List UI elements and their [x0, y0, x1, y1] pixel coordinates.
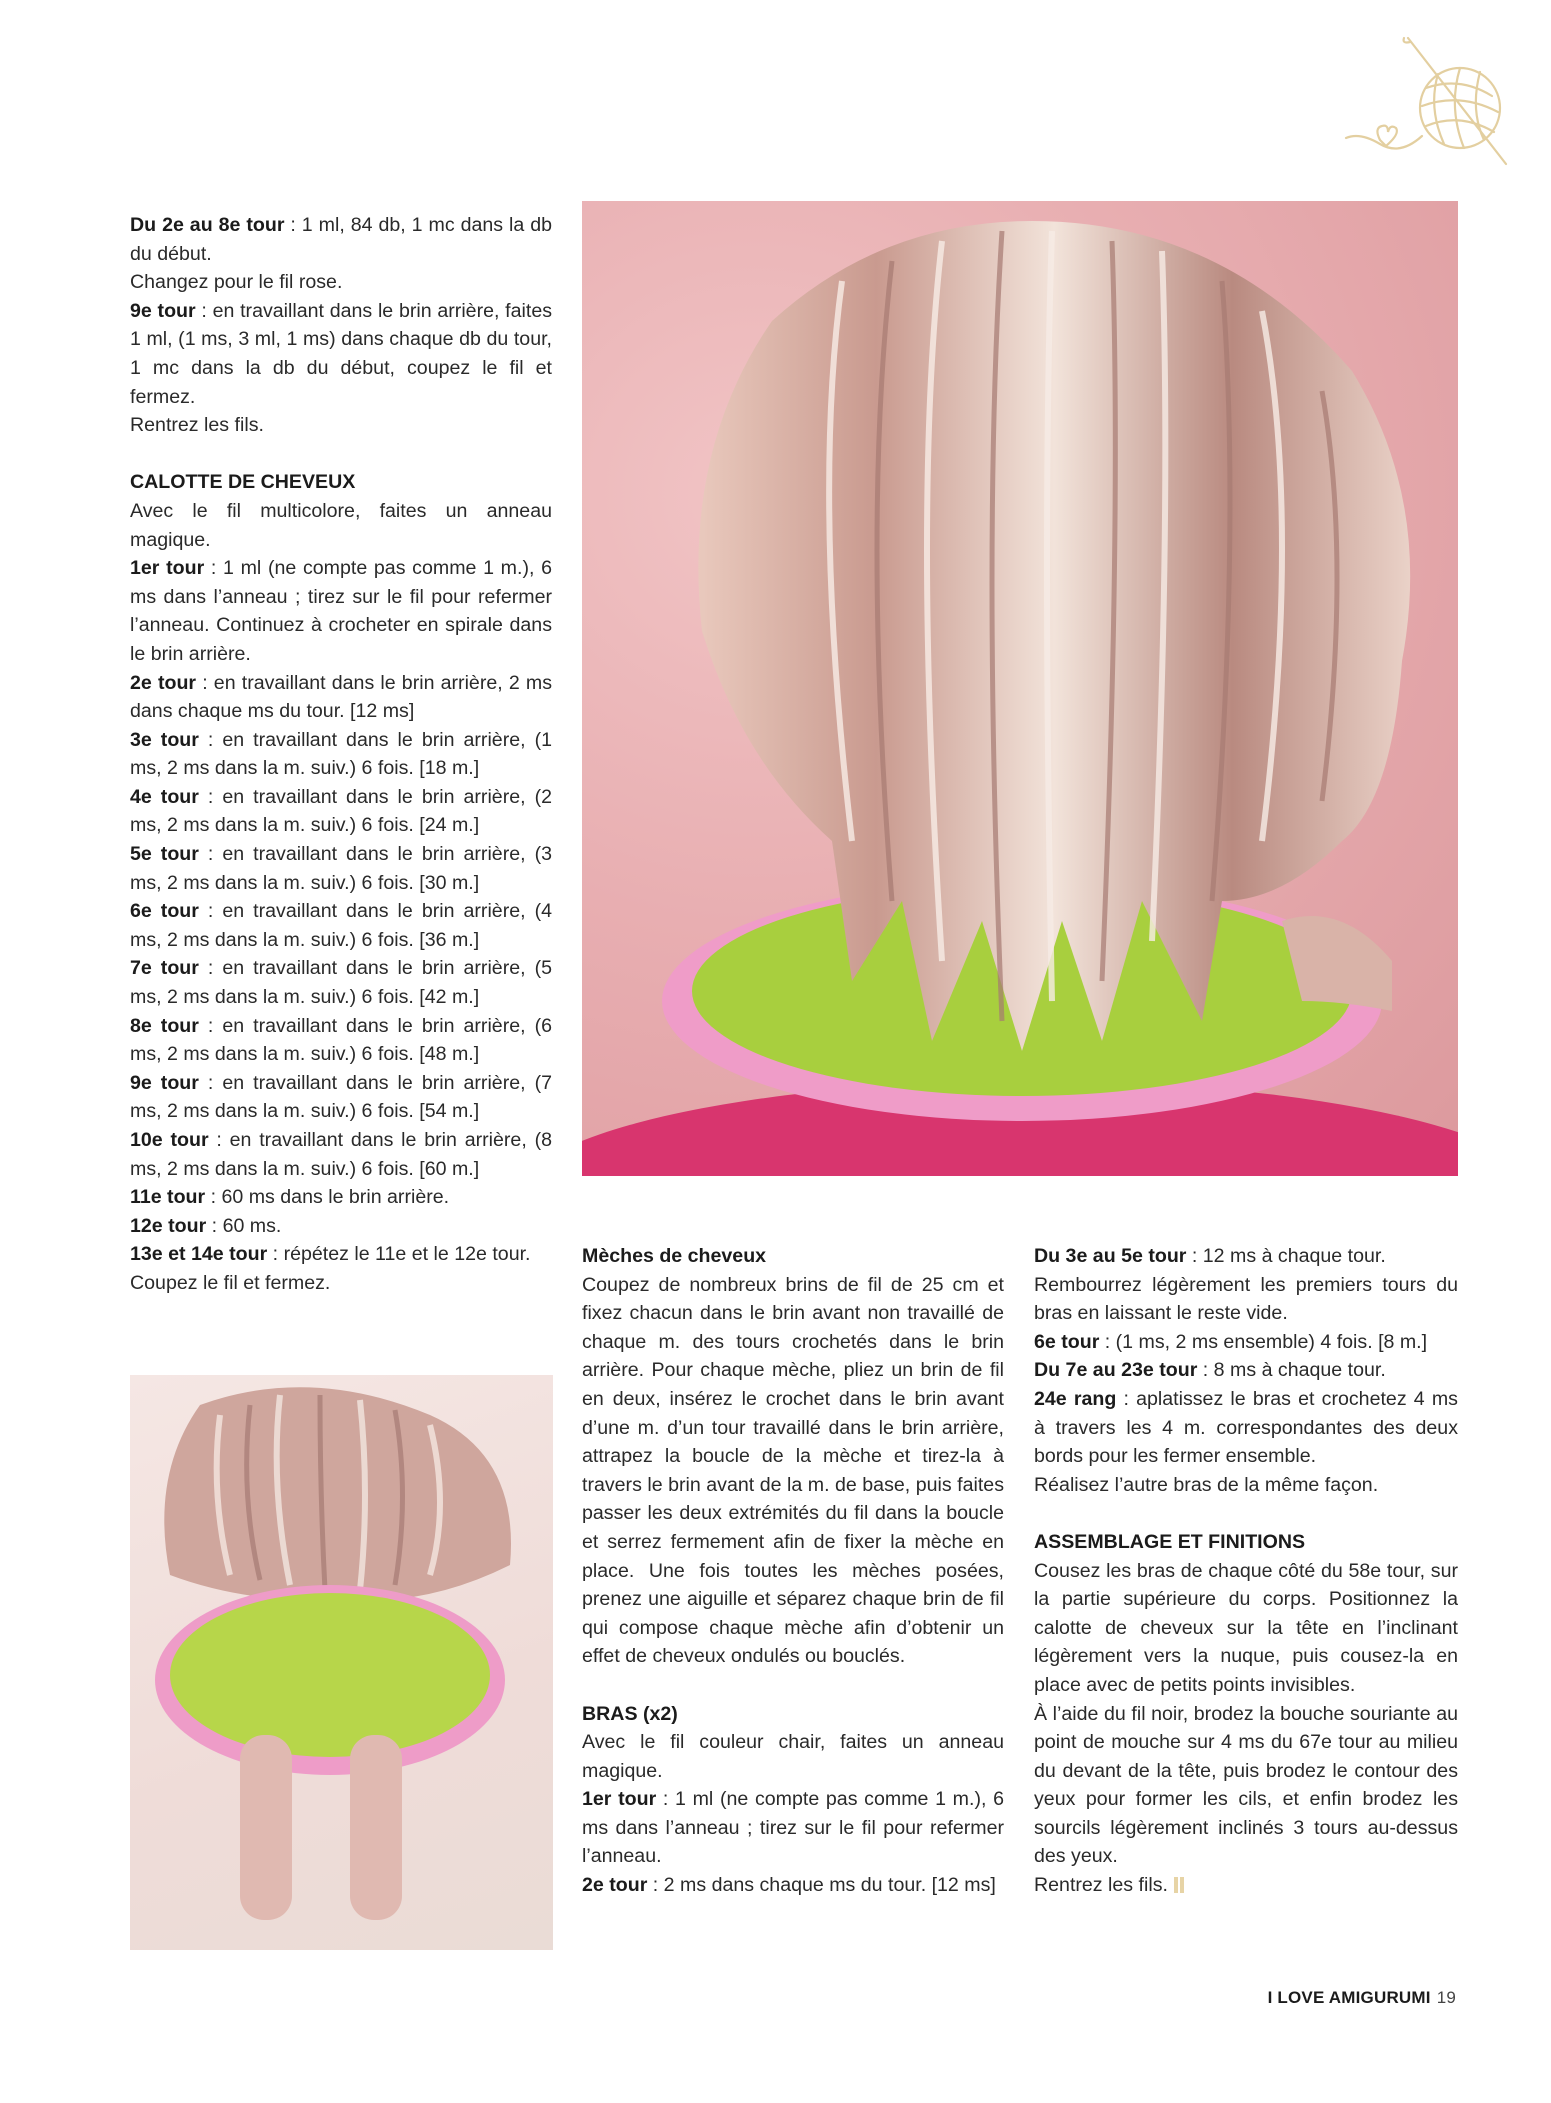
paragraph-stuffing: [1034, 1271, 1458, 1328]
round-label: 12e tour: [130, 1214, 207, 1237]
round-row: [130, 1126, 552, 1183]
round-text: : 8 ms à chaque tour.: [1197, 1359, 1386, 1382]
paragraph-second-arm: [1034, 1471, 1458, 1500]
round-label: 3e tour: [130, 728, 199, 751]
round-label: 2e tour: [130, 671, 197, 694]
round-row: [130, 897, 552, 954]
paragraph-weave-ends: [130, 411, 552, 440]
round-row: [1034, 1356, 1458, 1385]
paragraph-embroidery: [1034, 1700, 1458, 1872]
round-label: 2e tour: [582, 1874, 648, 1897]
body-text: Rembourrez légèrement les premiers tours du bras en laissant le reste vide.: [1034, 1273, 1458, 1325]
round-row: [130, 726, 552, 783]
page-number: 19: [1436, 1988, 1456, 2007]
round-row: [130, 669, 552, 726]
paragraph-round-9: [130, 297, 552, 411]
round-text: : en travaillant dans le brin arrière, (7 ms, 2 ms dans la m. suiv.) 6 fois. [54 m.]: [130, 1071, 553, 1123]
round-row: [1034, 1385, 1458, 1471]
paragraph-arms-ring: [582, 1728, 1004, 1785]
body-text: Cousez les bras de chaque côté du 58e tour, sur la partie supérieure du corps. Positionnez la calotte de cheveux sur la tête en l’inclinant légèrement vers la nuque, puis cousez-la en place avec de petits points invisibles.: [1034, 1559, 1458, 1696]
round-text: : aplatissez le bras et crochetez 4 ms à travers les 4 m. correspondantes des deux bords pour les fermer ensemble.: [1034, 1387, 1458, 1468]
round-row: [130, 1240, 552, 1269]
round-text: : en travaillant dans le brin arrière, 2 ms dans chaque ms du tour. [12 ms]: [130, 671, 553, 723]
body-text: Avec le fil multicolore, faites un anneau magique.: [130, 499, 552, 551]
yarn-ball-logo-icon: [1340, 36, 1518, 176]
round-label: 1er tour: [130, 557, 205, 580]
round-text: : en travaillant dans le brin arrière, (6 ms, 2 ms dans la m. suiv.) 6 fois. [48 m.]: [130, 1014, 553, 1066]
round-label: 1er tour: [582, 1788, 657, 1811]
body-text: Réalisez l’autre bras de la même façon.: [1034, 1473, 1379, 1496]
round-row: [130, 1183, 552, 1212]
section-heading-assembly: ASSEMBLAGE ET FINITIONS: [1034, 1530, 1306, 1553]
round-row: [130, 1212, 552, 1241]
round-label: 6e tour: [130, 900, 199, 923]
round-label: 10e tour: [130, 1129, 209, 1151]
round-text: : en travaillant dans le brin arrière, (1 ms, 2 ms dans la m. suiv.) 6 fois. [18 m.]: [130, 728, 553, 780]
column-right: [1034, 1242, 1458, 1900]
doll-photo-illustration: [130, 1375, 553, 1950]
round-row: [582, 1785, 1004, 1871]
round-text: : 12 ms à chaque tour.: [1186, 1245, 1386, 1267]
paragraph-change-color: [130, 268, 552, 297]
section-heading-hair-cap: CALOTTE DE CHEVEUX: [130, 471, 356, 494]
round-label: 9e tour: [130, 299, 196, 322]
round-text: : en travaillant dans le brin arrière, (5 ms, 2 ms dans la m. suiv.) 6 fois. [42 m.]: [130, 957, 553, 1009]
round-text: : en travaillant dans le brin arrière, (8 ms, 2 ms dans la m. suiv.) 6 fois. [60 m.]: [130, 1129, 552, 1180]
round-label: 9e tour: [130, 1071, 199, 1094]
round-row: [130, 1012, 552, 1069]
round-label: 24e rang: [1034, 1387, 1117, 1410]
round-text: : 1 ml (ne compte pas comme 1 m.), 6 ms dans l’anneau ; tirez sur le fil pour refermer l’anneau. Continuez à crocheter en spirale dans le brin arrière.: [130, 557, 552, 665]
magazine-name: I LOVE AMIGURUMI: [1267, 1988, 1431, 2007]
column-left: [130, 211, 552, 1298]
photo-doll-lying-down: [130, 1375, 553, 1950]
round-label: 8e tour: [130, 1014, 199, 1037]
round-label: Du 2e au 8e tour: [130, 214, 285, 236]
round-row: [130, 1069, 552, 1126]
section-heading-arms: BRAS (x2): [582, 1702, 678, 1725]
body-text: Rentrez les fils.: [1034, 1874, 1168, 1897]
round-row: [1034, 1328, 1458, 1357]
body-text: À l’aide du fil noir, brodez la bouche souriante au point de mouche sur 4 ms du 67e tour au milieu du devant de la tête, puis brodez le contour des yeux pour former les cils, et enfin brodez les sourcils légèrement inclinés 3 tours au-dessus des yeux.: [1034, 1702, 1458, 1868]
round-row: [130, 554, 552, 668]
round-label: 13e et 14e tour: [130, 1243, 268, 1266]
paragraph-magic-ring: [130, 497, 552, 554]
round-text: : 2 ms dans chaque ms du tour. [12 ms]: [647, 1874, 996, 1897]
paragraph-weave-ends-final: [1034, 1871, 1458, 1900]
round-text: : en travaillant dans le brin arrière, (3 ms, 2 ms dans la m. suiv.) 6 fois. [30 m.]: [130, 843, 553, 894]
body-text: Rentrez les fils.: [130, 414, 264, 437]
paragraph-rounds-2-8: [130, 211, 552, 268]
round-label: 5e tour: [130, 843, 199, 866]
hair-photo-illustration: [582, 201, 1458, 1176]
round-text: : (1 ms, 2 ms ensemble) 4 fois. [8 m.]: [1099, 1330, 1428, 1353]
paragraph-sew-arms: [1034, 1557, 1458, 1700]
body-text: Changez pour le fil rose.: [130, 271, 343, 294]
paragraph-hair-strands: [582, 1271, 1004, 1671]
round-text: : 60 ms.: [206, 1214, 282, 1237]
round-row: [582, 1871, 1004, 1900]
body-text: Coupez de nombreux brins de fil de 25 cm et fixez chacun dans le brin avant non travaillé de chaque m. des tours crochetés dans le brin arrière. Pour chaque mèche, pliez un brin de fil en deux, insérez le crochet dans le brin avant d’une m. d’un tour travaillé dans le brin arrière, attrapez la boucle de la mèche et tirez-la à travers le brin avant de la m. de base, puis faites passer les deux extrémités du fil dans la boucle et serrez fermement afin de fixer la mèche en place. Une fois toutes les mèches posées, prenez une aiguille et séparez chaque brin de fil qui compose chaque mèche afin d’obtenir un effet de cheveux ondulés ou bouclés.: [582, 1273, 1004, 1668]
round-label: Du 7e au 23e tour: [1034, 1359, 1198, 1382]
round-label: 6e tour: [1034, 1330, 1100, 1353]
round-text: : en travaillant dans le brin arrière, (2 ms, 2 ms dans la m. suiv.) 6 fois. [24 m.]: [130, 785, 553, 837]
round-text: : répétez le 11e et le 12e tour.: [267, 1243, 531, 1266]
round-label: 7e tour: [130, 957, 199, 980]
round-label: 4e tour: [130, 785, 199, 808]
round-text: : 1 ml (ne compte pas comme 1 m.), 6 ms dans l’anneau ; tirez sur le fil pour refermer l’anneau.: [582, 1788, 1004, 1868]
round-label: Du 3e au 5e tour: [1034, 1245, 1187, 1267]
round-row: [130, 840, 552, 897]
round-row: [130, 783, 552, 840]
round-text: : en travaillant dans le brin arrière, faites 1 ml, (1 ms, 3 ml, 1 ms) dans chaque db du tour, 1 mc dans la db du début, coupez le fil et fermez.: [130, 299, 553, 408]
body-text: Avec le fil couleur chair, faites un anneau magique.: [582, 1731, 1004, 1782]
end-of-article-mark-icon: [1174, 1877, 1184, 1893]
round-text: : 60 ms dans le brin arrière.: [205, 1186, 450, 1209]
section-heading-hair-strands: Mèches de cheveux: [582, 1245, 767, 1267]
round-row: [130, 954, 552, 1011]
round-text: : en travaillant dans le brin arrière, (4 ms, 2 ms dans la m. suiv.) 6 fois. [36 m.]: [130, 900, 553, 951]
photo-doll-hair-back: [582, 201, 1458, 1176]
paragraph-fasten-off: [130, 1269, 552, 1298]
round-row: [1034, 1242, 1458, 1271]
body-text: Coupez le fil et fermez.: [130, 1271, 331, 1294]
round-label: 11e tour: [130, 1186, 206, 1209]
page-footer: [1268, 1988, 1456, 2008]
round-text: : 1 ml, 84 db, 1 mc dans la db du début.: [130, 214, 553, 265]
column-middle: [582, 1242, 1004, 1900]
